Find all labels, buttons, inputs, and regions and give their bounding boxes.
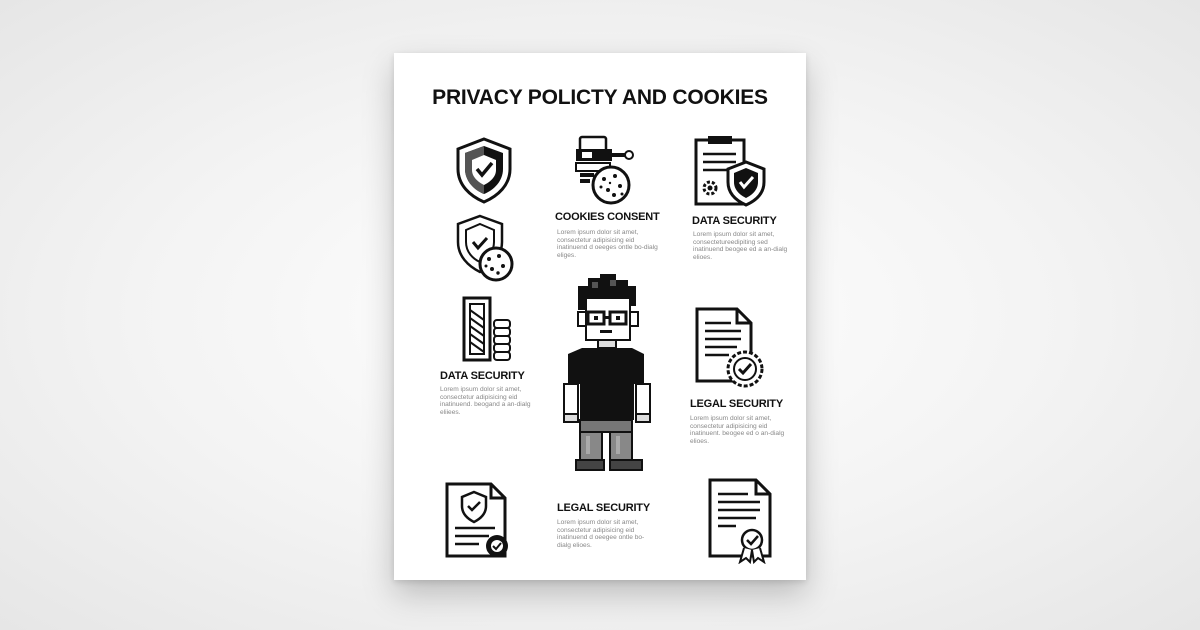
robot-cookie-icon [570, 133, 636, 205]
cookies-consent-text: Lorem ipsum dolor sit amet, consectetur adipisicing eid inatinuend d oeeges ontle bo-dialg eliges. [557, 229, 658, 259]
clipboard-shield-icon [692, 134, 768, 208]
data-security-left-heading: DATA SECURITY [440, 370, 525, 382]
data-security-top-heading: DATA SECURITY [692, 215, 777, 227]
legal-security-right-text: Lorem ipsum dolor sit amet, consectetur adipisicing eid inatinuent. beogee ed o an-dialg elioes. [690, 415, 785, 445]
cookies-consent-heading: COOKIES CONSENT [555, 211, 660, 223]
legal-security-bottom-heading: LEGAL SECURITY [557, 502, 650, 514]
data-security-left-text: Lorem ipsum dolor sit amet, consectetur adipisicing eid inatinuend. beogand a an-dialg eliiees. [440, 386, 531, 416]
legal-security-right-heading: LEGAL SECURITY [690, 398, 783, 410]
pixel-character-illustration [556, 272, 652, 474]
legal-security-bottom-text: Lorem ipsum dolor sit amet, consectetur adipisicing eid inatinuend d oeegee ontle bo-dialg elioes. [557, 519, 645, 549]
certificate-ribbon-icon [706, 478, 776, 564]
document-shield-icon [443, 482, 513, 560]
page-title: PRIVACY POLICTY AND COOKIES [432, 86, 768, 109]
shield-cookie-icon [452, 212, 518, 284]
document-check-badge-icon [693, 307, 769, 389]
gold-bar-coins-icon [460, 296, 516, 362]
shield-check-icon [452, 135, 516, 205]
data-security-top-text: Lorem ipsum dolor sit amet, consectetureedipiting sed inatinuend beogee ed a an-dialg elioes. [693, 231, 788, 261]
